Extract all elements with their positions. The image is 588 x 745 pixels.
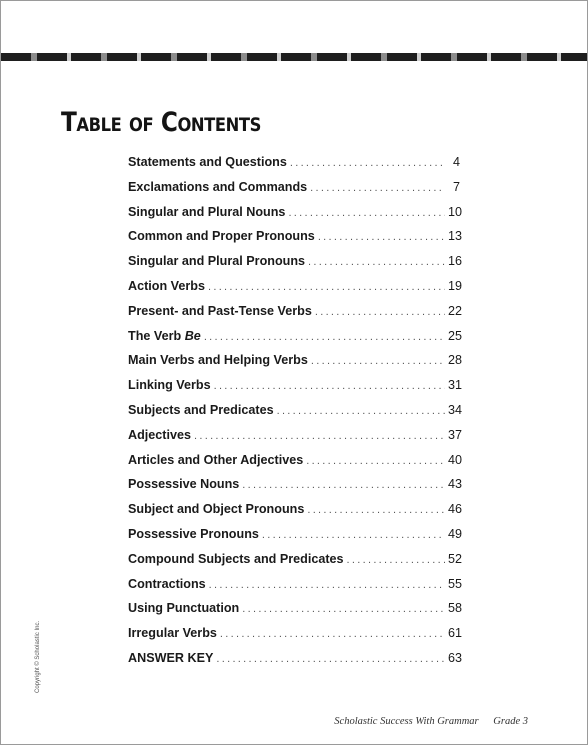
toc-entry-page: 25 xyxy=(448,328,463,343)
toc-leader-dots xyxy=(208,281,445,293)
toc-entry-page: 19 xyxy=(448,278,463,293)
toc-entry-label: Action Verbs xyxy=(128,278,205,293)
toc-leader-dots xyxy=(308,256,445,268)
toc-entry-label: Subjects and Predicates xyxy=(128,402,274,417)
toc-leader-dots xyxy=(194,430,445,442)
toc-entry-label: Adjectives xyxy=(128,427,191,442)
toc-entry-label: Compound Subjects and Predicates xyxy=(128,551,344,566)
header-stripe xyxy=(1,53,587,61)
toc-entry-page: 43 xyxy=(448,477,463,492)
toc-entry[interactable] xyxy=(128,526,463,552)
toc-entry[interactable] xyxy=(128,551,463,577)
toc-entry-label: Possessive Pronouns xyxy=(128,526,259,541)
toc-entry-label: Linking Verbs xyxy=(128,378,211,393)
toc-entry-page: 58 xyxy=(448,601,463,616)
toc-entry-label: Contractions xyxy=(128,576,206,591)
toc-entry-page: 7 xyxy=(452,179,460,194)
toc-leader-dots xyxy=(307,504,445,516)
copyright-notice: Copyright © Scholastic Inc. xyxy=(35,620,41,693)
toc-entry-label: Articles and Other Adjectives xyxy=(128,452,304,467)
toc-leader-dots xyxy=(290,157,445,169)
toc-entry-label: Using Punctuation xyxy=(128,601,240,616)
toc-leader-dots xyxy=(310,182,445,194)
toc-entry-label: Singular and Plural Nouns xyxy=(128,204,286,219)
page-footer xyxy=(334,716,528,727)
toc-entry[interactable] xyxy=(128,180,460,205)
toc-entry-page: 49 xyxy=(448,526,463,541)
toc-entry-page: 52 xyxy=(448,551,463,566)
toc-entry[interactable] xyxy=(128,378,463,403)
toc-leader-dots xyxy=(347,554,445,566)
toc-entry[interactable] xyxy=(128,576,463,602)
toc-entry-page: 37 xyxy=(448,427,463,442)
toc-leader-dots xyxy=(242,603,445,615)
toc-leader-dots xyxy=(311,355,445,367)
toc-leader-dots xyxy=(209,579,445,591)
toc-entry-page: 55 xyxy=(448,576,463,591)
table-of-contents xyxy=(128,155,463,676)
toc-leader-dots xyxy=(242,479,445,491)
toc-entry[interactable] xyxy=(128,155,460,180)
toc-leader-dots xyxy=(216,653,445,665)
toc-leader-dots xyxy=(220,628,445,640)
toc-entry[interactable] xyxy=(128,601,463,626)
toc-entry-label: Exclamations and Commands xyxy=(128,179,308,194)
toc-entry[interactable] xyxy=(128,204,463,230)
toc-entry-label: Singular and Plural Pronouns xyxy=(128,254,306,269)
toc-entry[interactable] xyxy=(128,650,463,676)
toc-entry-label: Main Verbs and Helping Verbs xyxy=(128,353,308,368)
toc-entry[interactable] xyxy=(128,452,463,478)
toc-leader-dots xyxy=(306,455,445,467)
toc-leader-dots xyxy=(262,529,445,541)
toc-entry-page: 16 xyxy=(448,254,463,269)
toc-entry[interactable] xyxy=(128,229,463,254)
toc-entry-page: 4 xyxy=(452,155,460,169)
toc-entry[interactable] xyxy=(128,427,463,453)
toc-entry-page: 40 xyxy=(448,452,463,467)
toc-entry-label-italic: Be xyxy=(184,328,201,343)
toc-leader-dots xyxy=(288,207,445,219)
toc-entry[interactable] xyxy=(128,353,463,378)
toc-entry[interactable] xyxy=(128,502,463,527)
toc-entry[interactable] xyxy=(128,477,463,502)
toc-entry-page: 10 xyxy=(448,204,463,219)
toc-entry[interactable] xyxy=(128,303,463,329)
footer-book-title: Scholastic Success With Grammar xyxy=(334,716,479,727)
toc-leader-dots xyxy=(318,231,445,243)
toc-entry-label: Present- and Past-Tense Verbs xyxy=(128,303,312,318)
toc-entry-label: Subject and Object Pronouns xyxy=(128,502,305,517)
toc-entry-label: Irregular Verbs xyxy=(128,626,217,641)
toc-entry-label: Possessive Nouns xyxy=(128,477,240,492)
footer-grade: Grade 3 xyxy=(493,716,528,727)
toc-leader-dots xyxy=(277,405,445,417)
toc-entry-page: 34 xyxy=(448,402,463,417)
toc-entry-label: ANSWER KEY xyxy=(128,650,214,665)
toc-entry[interactable] xyxy=(128,626,463,651)
toc-entry[interactable] xyxy=(128,402,463,428)
toc-entry-page: 22 xyxy=(448,303,463,318)
toc-entry-label xyxy=(128,329,201,343)
toc-entry[interactable] xyxy=(128,278,463,304)
toc-leader-dots xyxy=(315,306,445,318)
toc-entry-page: 46 xyxy=(448,502,463,517)
toc-entry-page: 31 xyxy=(448,378,463,393)
toc-entry[interactable] xyxy=(128,328,463,354)
toc-entry[interactable] xyxy=(128,254,463,279)
toc-entry-page: 63 xyxy=(448,650,463,665)
toc-entry-label-prefix: The Verb xyxy=(128,328,185,343)
page-title: Table of Contents xyxy=(61,107,261,138)
toc-entry-page: 28 xyxy=(448,353,463,368)
toc-leader-dots xyxy=(214,380,445,392)
toc-entry-page: 13 xyxy=(448,229,463,244)
toc-entry-label: Common and Proper Pronouns xyxy=(128,229,315,244)
toc-leader-dots xyxy=(204,331,445,343)
toc-entry-page: 61 xyxy=(448,626,463,641)
toc-entry-label: Statements and Questions xyxy=(128,155,287,169)
